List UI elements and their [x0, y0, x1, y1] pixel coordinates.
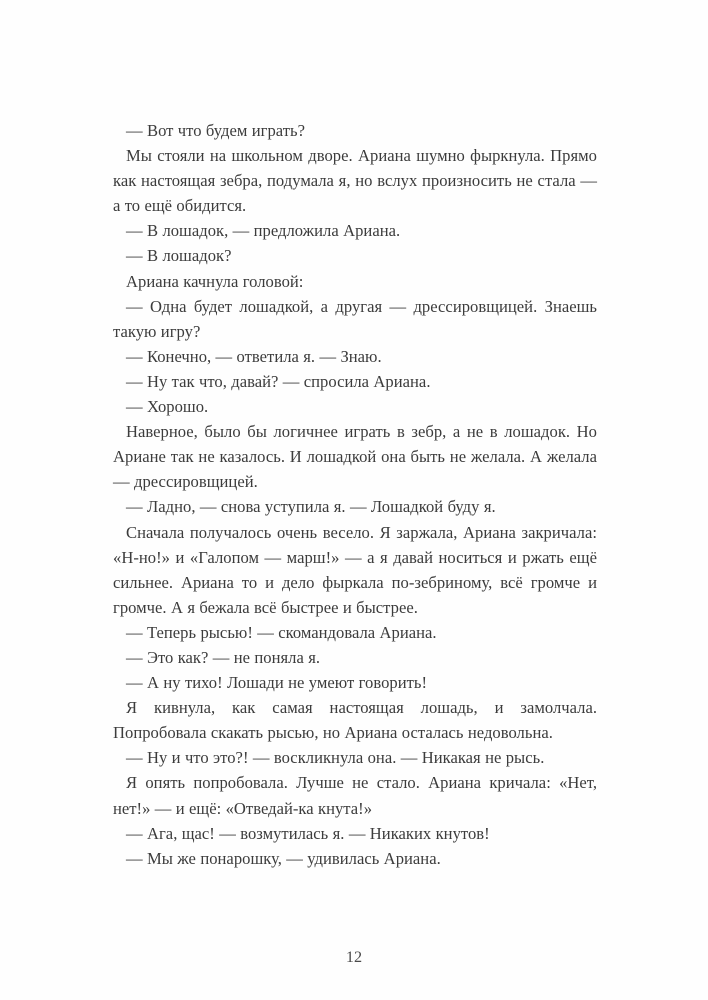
paragraph: — А ну тихо! Лошади не умеют говорить! [126, 673, 428, 693]
paragraph: — Ну так что, давай? — спросила Ариана. [126, 371, 431, 391]
paragraph: Сначала получалось очень весело. Я заржала, Ариана закричала: «Н-но!» и «Галопом — марш!» — а я давай носиться и ржать ещё сильнее. Ариана то и дело фыркала по-зебриному, всё громче и громче. А я бежала всё быстрее и быстрее. [113, 522, 597, 617]
paragraph: Я опять попробовала. Лучше не стало. Ариана кричала: «Нет, нет!» — и ещё: «Отведай-ка кнута!» [113, 773, 597, 818]
paragraph: — Ладно, — снова уступила я. — Лошадкой буду я. [126, 497, 496, 517]
page-number: 12 [345, 948, 363, 966]
paragraph: — В лошадок? [126, 246, 232, 266]
paragraph: — Вот что будем играть? [126, 121, 305, 140]
paragraph: — Ага, щас! — возмутилась я. — Никаких кнутов! [126, 823, 490, 843]
paragraph: — Ну и что это?! — воскликнула она. — Никакая не рысь. [126, 748, 545, 768]
paragraph: Я кивнула, как самая настоящая лошадь, и замолчала. Попробовала скакать рысью, но Ариана осталась недовольна. [113, 698, 597, 743]
paragraph: — Это как? — не поняла я. [126, 647, 321, 667]
paragraph: — Теперь рысью! — скомандовала Ариана. [126, 622, 437, 642]
paragraph: — В лошадок, — предложила Ариана. [126, 221, 401, 241]
paragraph: — Конечно, — ответила я. — Знаю. [126, 346, 382, 366]
paragraph: — Мы же понарошку, — удивилась Ариана. [126, 848, 441, 868]
paragraph: — Одна будет лошадкой, а другая — дрессировщицей. Знаешь такую игру? [113, 296, 597, 341]
paragraph: Наверное, было бы логичнее играть в зебр, а не в лошадок. Но Ариане так не казалось. И лошадкой она быть не желала. А желала — дрессировщицей. [113, 422, 597, 492]
paragraph: — Хорошо. [126, 397, 209, 417]
paragraph: Ариана качнула головой: [126, 271, 304, 291]
page-text-block [113, 118, 597, 871]
paragraph: Мы стояли на школьном дворе. Ариана шумно фыркнула. Прямо как настоящая зебра, подумала я, но вслух произносить не стала — а то ещё обидится. [113, 146, 597, 216]
